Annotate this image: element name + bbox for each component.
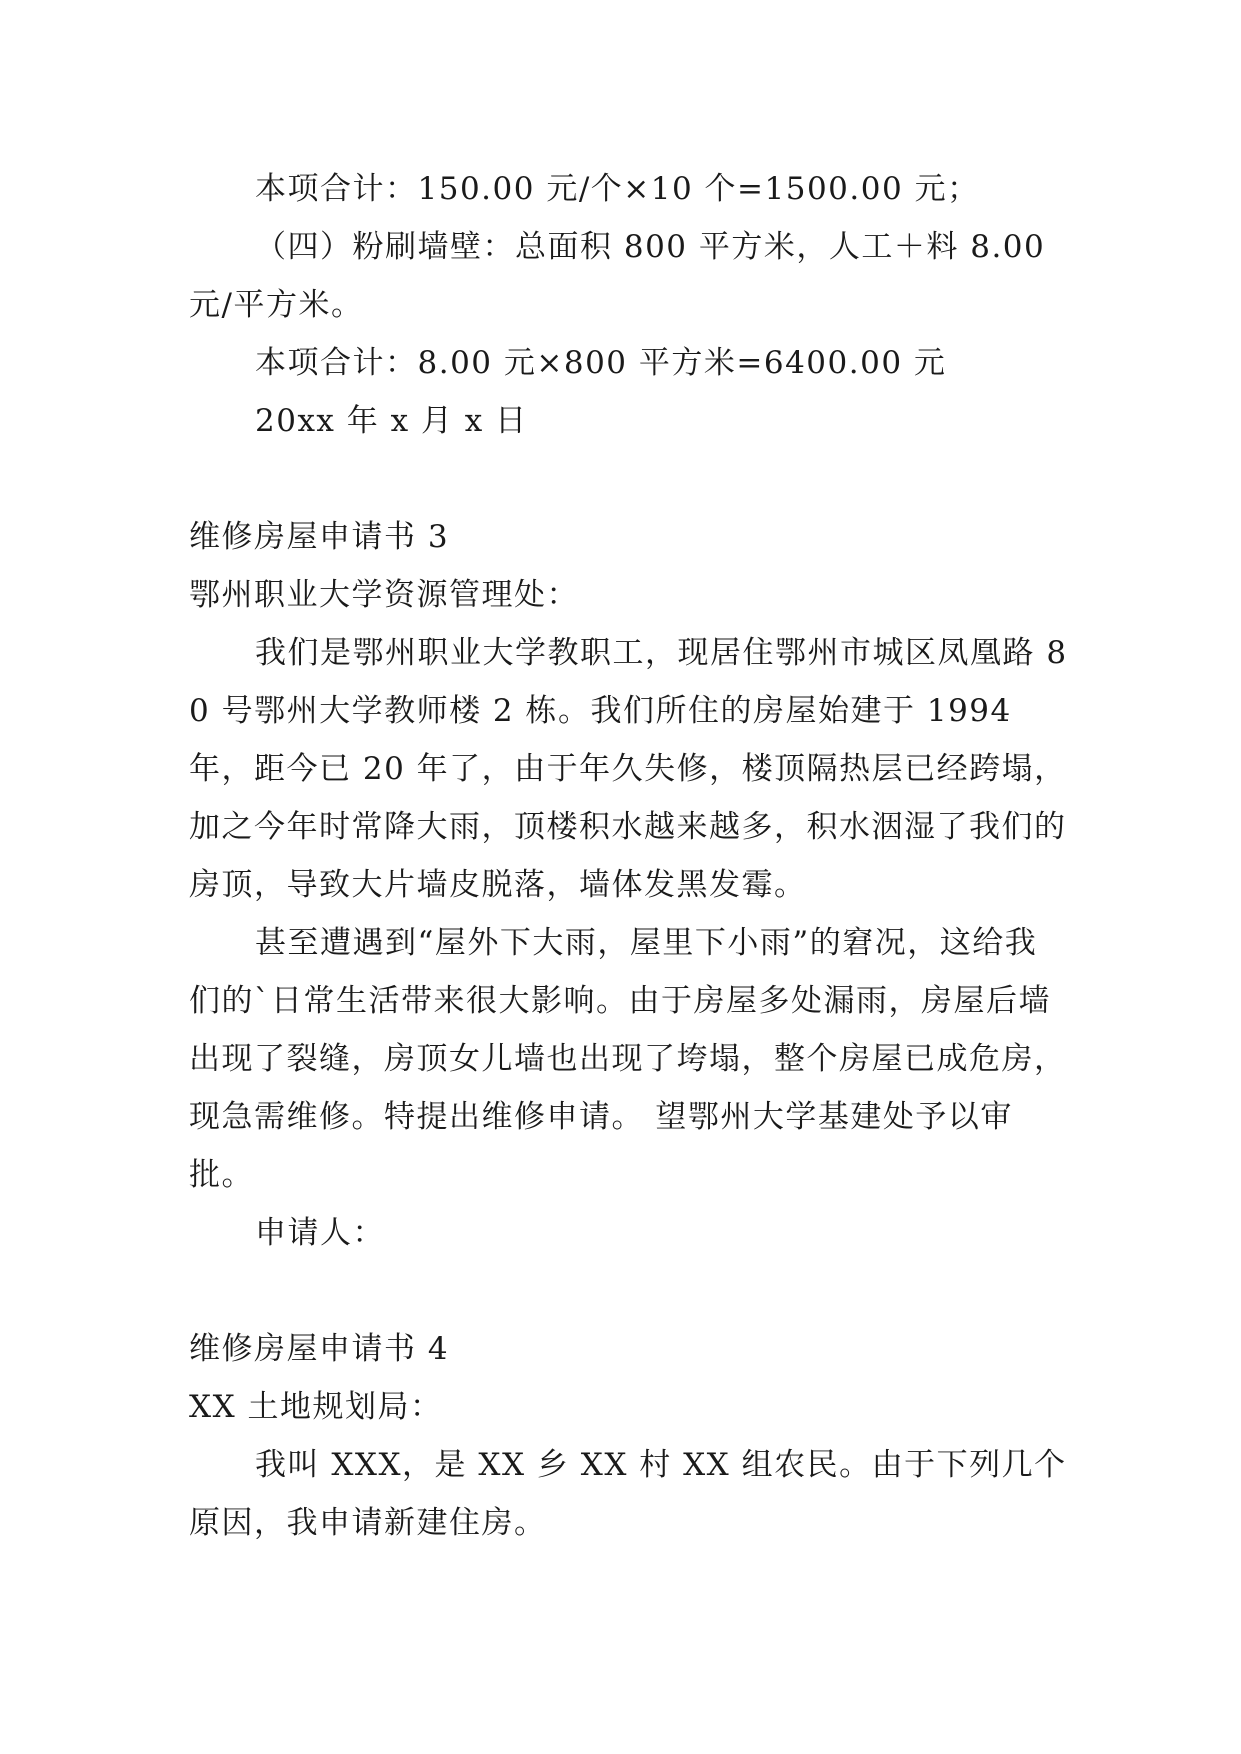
section-4-addressee: XX 土地规划局：: [189, 1389, 443, 1425]
date-line: 20xx 年 x 月 x 日: [255, 403, 528, 439]
document-body: [189, 160, 1069, 1552]
section-3-paragraph-1: 我们是鄂州职业大学教职工，现居住鄂州市城区凤凰路 80 号鄂州大学教师楼 2 栋。我们所住的房屋始建于 1994 年，距今已 20 年了，由于年久失修，楼顶隔热层已经跨塌，加之今年时常降大雨，顶楼积水越来越多，积水洇湿了我们的房顶，导致大片墙皮脱落，墙体发黑发霉。: [189, 635, 1068, 903]
item-wall-painting: （四）粉刷墙壁：总面积 800 平方米，人工＋料 8.00 元/平方米。: [189, 229, 1046, 323]
section-3-paragraph-2: 甚至遭遇到“屋外下大雨，屋里下小雨”的窘况，这给我们的`日常生活带来很大影响。由于房屋多处漏雨，房屋后墙出现了裂缝，房顶女儿墙也出现了垮塌，整个房屋已成危房，现急需维修。特提出维修申请。 望鄂州大学基建处予以审批。: [189, 925, 1067, 1193]
section-3-signature: 申请人：: [255, 1215, 385, 1251]
section-3-title: 维修房屋申请书 3: [189, 519, 450, 555]
section-3-addressee: 鄂州职业大学资源管理处：: [189, 577, 579, 613]
subtotal-line-walls: 本项合计：8.00 元×800 平方米=6400.00 元: [255, 345, 947, 381]
subtotal-line-doors: 本项合计：150.00 元/个×10 个=1500.00 元；: [255, 171, 980, 207]
section-4-paragraph-1: 我叫 XXX，是 XX 乡 XX 村 XX 组农民。由于下列几个原因，我申请新建住房。: [189, 1447, 1067, 1541]
section-4-title: 维修房屋申请书 4: [189, 1331, 450, 1367]
section-spacer: [189, 450, 1069, 508]
section-spacer: [189, 1262, 1069, 1320]
